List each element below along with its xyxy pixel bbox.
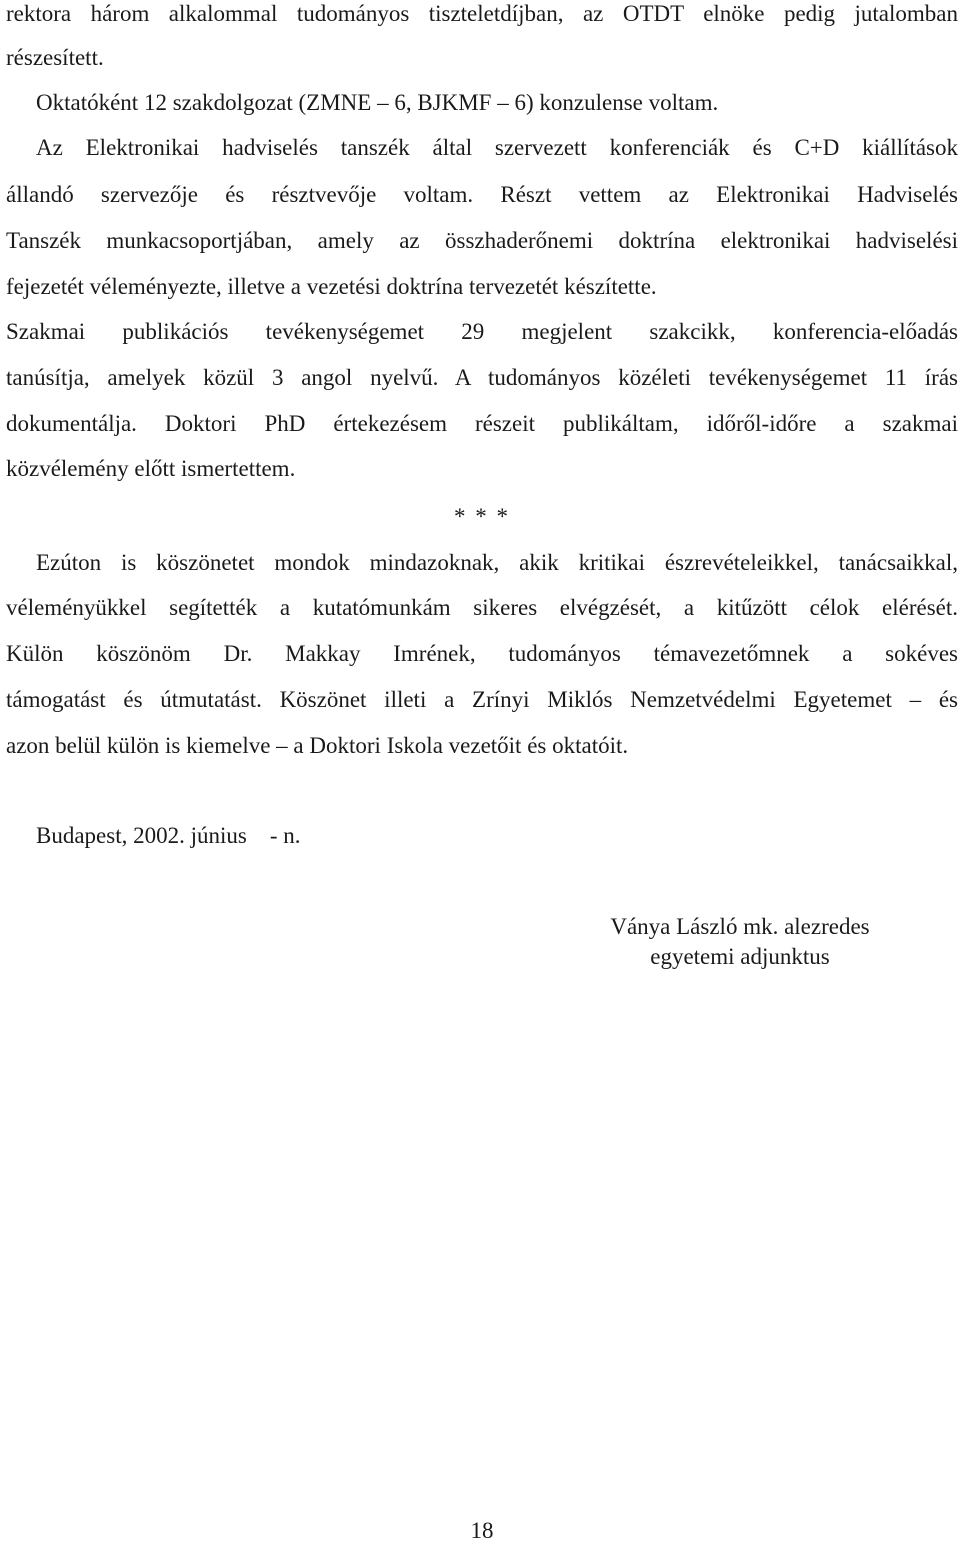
document-page (6, 0, 958, 1544)
text-line: azon belül külön is kiemelve – a Doktori Iskola vezetőit és oktatóit. (6, 733, 629, 758)
text-line: dokumentálja. Doktori PhD értekezésem részeit publikáltam, időről-időre a szakmai (6, 411, 958, 436)
signature-name: Ványa László mk. alezredes (610, 914, 870, 939)
text-line: közvélemény előtt ismertettem. (6, 456, 296, 481)
text-line: véleményükkel segítették a kutatómunkám sikeres elvégzését, a kitűzött célok elérését. (6, 595, 958, 620)
text-line: Tanszék munkacsoportjában, amely az összhaderőnemi doktrína elektronikai hadviselési (6, 228, 958, 253)
text-line: állandó szervezője és résztvevője voltam. Részt vettem az Elektronikai Hadviselés (6, 182, 958, 207)
text-line: Az Elektronikai hadviselés tanszék által szervezett konferenciák és C+D kiállítások (36, 135, 958, 160)
text-line: Külön köszönöm Dr. Makkay Imrének, tudományos témavezetőmnek a sokéves (6, 641, 958, 666)
text-line: Ezúton is köszönetet mondok mindazoknak, akik kritikai észrevételeikkel, tanácsaikkal, (36, 550, 958, 575)
text-line: fejezetét véleményezte, illetve a vezetési doktrína tervezetét készítette. (6, 274, 657, 299)
text-line: Szakmai publikációs tevékenységemet 29 megjelent szakcikk, konferencia-előadás (6, 319, 958, 344)
page-number: 18 (470, 1518, 494, 1543)
text-line: támogatást és útmutatást. Köszönet illeti a Zrínyi Miklós Nemzetvédelmi Egyetemet – és (6, 687, 958, 712)
text-line: részesített. (6, 45, 104, 70)
text-line: Oktatóként 12 szakdolgozat (ZMNE – 6, BJKMF – 6) konzulense voltam. (36, 90, 719, 115)
text-line: rektora három alkalommal tudományos tiszteletdíjban, az OTDT elnöke pedig jutalomban (6, 1, 958, 26)
text-line: tanúsítja, amelyek közül 3 angol nyelvű. A tudományos közéleti tevékenységemet 11 írás (6, 365, 958, 390)
signature-title: egyetemi adjunktus (650, 944, 830, 969)
place-date: Budapest, 2002. június - n. (36, 823, 301, 848)
section-separator: * * * (454, 504, 510, 529)
